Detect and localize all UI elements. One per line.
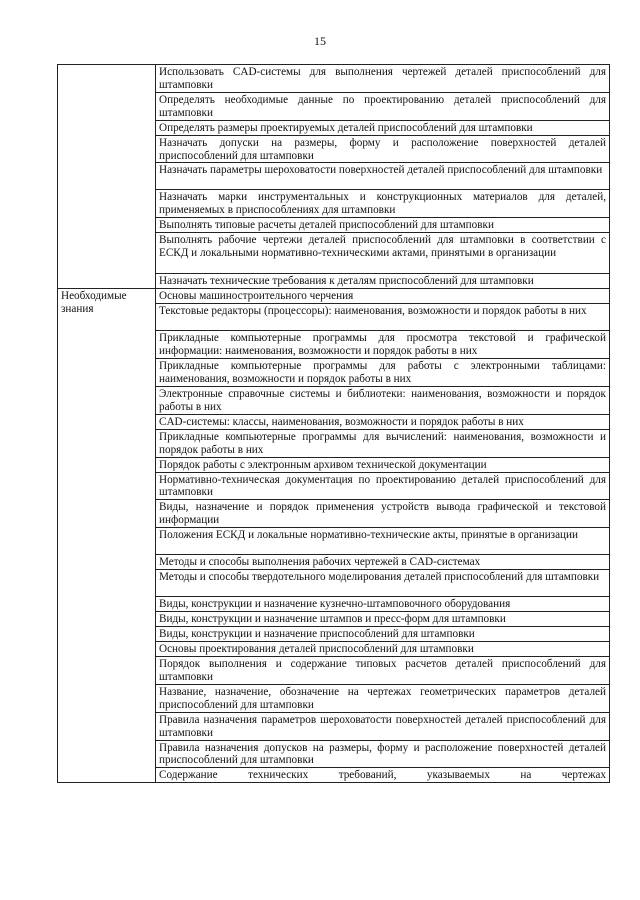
skill-item: Назначать допуски на размеры, форму и расположение поверхностей деталей приспособлений для штамповки bbox=[156, 135, 610, 163]
knowledge-item: Виды, конструкции и назначение приспособлений для штамповки bbox=[156, 627, 610, 642]
skill-item: Назначать параметры шероховатости поверхностей деталей приспособлений для штамповки bbox=[156, 163, 610, 190]
knowledge-item: Основы проектирования деталей приспособлений для штамповки bbox=[156, 642, 610, 657]
skill-item: Определять размеры проектируемых деталей приспособлений для штамповки bbox=[156, 120, 610, 135]
page-number: 15 bbox=[314, 34, 326, 48]
skill-item: Назначать марки инструментальных и конструкционных материалов для деталей, применяемых в приспособлениях для штамповки bbox=[156, 190, 610, 218]
knowledge-item: Название, назначение, обозначение на чертежах геометрических параметров деталей приспособлений для штамповки bbox=[156, 684, 610, 712]
knowledge-item: Методы и способы выполнения рабочих чертежей в CAD-системах bbox=[156, 555, 610, 570]
knowledge-item: Положения ЕСКД и локальные нормативно-технические акты, принятые в организации bbox=[156, 528, 610, 555]
skill-item: Выполнять рабочие чертежи деталей приспособлений для штамповки в соответствии с ЕСКД и локальными нормативно-техническими актами, принятыми в организации bbox=[156, 233, 610, 274]
knowledge-item: Текстовые редакторы (процессоры): наименования, возможности и порядок работы в них bbox=[156, 304, 610, 331]
knowledge-item: Виды, конструкции и назначение штампов и пресс-форм для штамповки bbox=[156, 612, 610, 627]
knowledge-item: Правила назначения параметров шероховатости поверхностей деталей приспособлений для штамповки bbox=[156, 712, 610, 740]
knowledge-item: Порядок выполнения и содержание типовых расчетов деталей приспособлений для штамповки bbox=[156, 657, 610, 685]
knowledge-item: Содержание технических требований, указываемых на чертежах bbox=[156, 768, 610, 783]
knowledge-item: Электронные справочные системы и библиотеки: наименования, возможности и порядок работы в них bbox=[156, 386, 610, 414]
knowledge-item: Основы машиностроительного черчения bbox=[156, 289, 610, 304]
requirements-table bbox=[57, 64, 610, 783]
knowledge-item: Методы и способы твердотельного моделирования деталей приспособлений для штамповки bbox=[156, 570, 610, 597]
knowledge-item: Прикладные компьютерные программы для просмотра текстовой и графической информации: наименования, возможности и порядок работы в них bbox=[156, 331, 610, 359]
knowledge-item: Прикладные компьютерные программы для вычислений: наименования, возможности и порядок работы в них bbox=[156, 429, 610, 457]
knowledge-item: CAD-системы: классы, наименования, возможности и порядок работы в них bbox=[156, 414, 610, 429]
skill-item: Определять необходимые данные по проектированию деталей приспособлений для штамповки bbox=[156, 92, 610, 120]
knowledge-item: Прикладные компьютерные программы для работы с электронными таблицами: наименования, возможности и порядок работы в них bbox=[156, 359, 610, 387]
skill-item: Использовать CAD-системы для выполнения чертежей деталей приспособлений для штамповки bbox=[156, 65, 610, 93]
knowledge-item: Порядок работы с электронным архивом технической документации bbox=[156, 457, 610, 472]
knowledge-item: Виды, назначение и порядок применения устройств вывода графической и текстовой информации bbox=[156, 500, 610, 528]
knowledge-item: Виды, конструкции и назначение кузнечно-штамповочного оборудования bbox=[156, 597, 610, 612]
knowledge-item: Нормативно-техническая документация по проектированию деталей приспособлений для штамповки bbox=[156, 472, 610, 500]
knowledge-label: Необходимые знания bbox=[58, 289, 156, 783]
skill-item: Выполнять типовые расчеты деталей приспособлений для штамповки bbox=[156, 218, 610, 233]
skills-label-cell bbox=[58, 65, 156, 289]
knowledge-item: Правила назначения допусков на размеры, форму и расположение поверхностей деталей приспособлений для штамповки bbox=[156, 740, 610, 768]
skill-item: Назначать технические требования к деталям приспособлений для штамповки bbox=[156, 274, 610, 289]
